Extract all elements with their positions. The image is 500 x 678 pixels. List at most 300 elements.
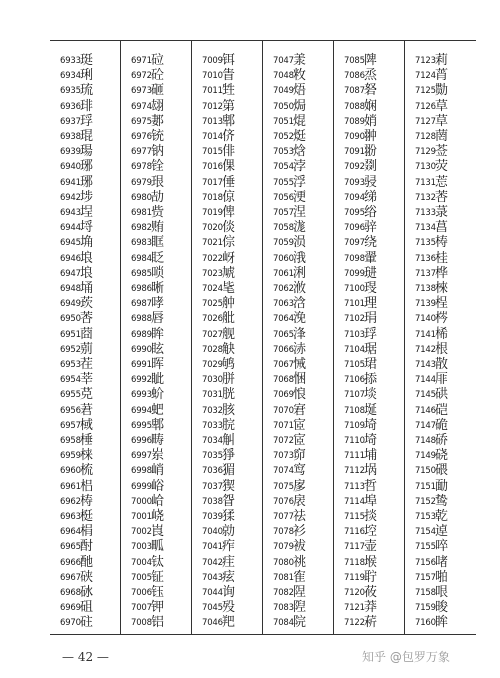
entry-number: 6949 bbox=[60, 299, 81, 310]
entry-character: 桦 bbox=[435, 265, 449, 281]
entry-character: 猱 bbox=[222, 509, 236, 524]
entry-number: 7038 bbox=[202, 496, 223, 507]
entry-character: 晰 bbox=[151, 281, 165, 296]
entry-number: 7086 bbox=[344, 71, 365, 82]
entry-character: 琲 bbox=[80, 98, 94, 114]
entry-character: 掞 bbox=[364, 509, 378, 524]
entry-character: 畖 bbox=[151, 539, 165, 555]
entry-number: 7043 bbox=[202, 572, 223, 583]
entry-character: 梳 bbox=[80, 463, 94, 479]
entry-number: 7099 bbox=[344, 268, 365, 279]
entry-number: 7009 bbox=[202, 56, 223, 66]
entry-number: 7094 bbox=[344, 192, 365, 203]
entry-character: 晙 bbox=[435, 600, 449, 616]
entry-number: 7103 bbox=[344, 329, 365, 340]
entry-character: 第 bbox=[222, 98, 236, 114]
entry-number: 7017 bbox=[202, 177, 223, 188]
entry-character: 敉 bbox=[293, 68, 307, 84]
entry-character: 硊 bbox=[435, 417, 449, 433]
entry-character: 棶 bbox=[435, 281, 449, 296]
entry-number: 7063 bbox=[273, 299, 294, 310]
entry-character: 毞 bbox=[222, 281, 236, 296]
entry-number: 7090 bbox=[344, 132, 365, 142]
entry-character: 眨 bbox=[151, 250, 165, 266]
entry-number: 6989 bbox=[131, 329, 152, 340]
entry-number: 6972 bbox=[131, 71, 152, 82]
entry-number: 7008 bbox=[131, 618, 152, 629]
entry-number: 6937 bbox=[60, 116, 81, 127]
entry-character: 琚 bbox=[364, 341, 378, 357]
entry-character: 陧 bbox=[293, 585, 307, 600]
entry-number: 6977 bbox=[131, 147, 152, 158]
entry-number: 7128 bbox=[415, 132, 436, 142]
entry-number: 7026 bbox=[202, 314, 223, 325]
entry-character: 钾 bbox=[151, 600, 165, 616]
entry-character: 砠 bbox=[80, 600, 94, 616]
entry-number: 6958 bbox=[60, 436, 81, 446]
entry-character: 埪 bbox=[364, 524, 378, 540]
entry-character: 郫 bbox=[222, 113, 236, 129]
entry-number: 7121 bbox=[344, 603, 365, 614]
entry-character: 埠 bbox=[364, 493, 378, 509]
entry-character: 砬 bbox=[151, 53, 165, 68]
entry-character: 晖 bbox=[151, 357, 165, 372]
entry-character: 痄 bbox=[222, 539, 236, 555]
entry-character: 钠 bbox=[151, 144, 165, 160]
entry-character: 浼 bbox=[293, 311, 307, 327]
entry-number: 7106 bbox=[344, 375, 365, 386]
entry-number: 7016 bbox=[202, 162, 223, 173]
entry-number: 7135 bbox=[415, 238, 436, 249]
entry-character: 虓 bbox=[222, 265, 236, 281]
entry-character: 隉 bbox=[293, 600, 307, 616]
entry-character: 荧 bbox=[435, 159, 449, 175]
entry-number: 6940 bbox=[60, 162, 81, 173]
entry-number: 6954 bbox=[60, 375, 81, 386]
entry-character: 珢 bbox=[151, 174, 165, 190]
entry-character: 珽 bbox=[80, 53, 94, 68]
entry-character: 埇 bbox=[80, 281, 94, 296]
entry-character: 浭 bbox=[293, 189, 307, 205]
entry-number: 7067 bbox=[273, 360, 294, 370]
entry-number: 6953 bbox=[60, 360, 81, 370]
entry-number: 7126 bbox=[415, 101, 436, 112]
entry-number: 7131 bbox=[415, 177, 436, 188]
entry-character: 鸲 bbox=[222, 357, 236, 372]
entry-number: 7003 bbox=[131, 542, 152, 553]
entry-number: 6959 bbox=[60, 451, 81, 462]
entry-number: 6935 bbox=[60, 86, 81, 97]
entry-character: 侪 bbox=[222, 129, 236, 144]
entry-character: 硖 bbox=[80, 569, 94, 585]
entry-number: 7040 bbox=[202, 527, 223, 538]
entry-character: 琍 bbox=[80, 68, 94, 84]
entry-character: 菉 bbox=[435, 205, 449, 220]
entry-number: 6950 bbox=[60, 314, 81, 325]
entry-character: 埼 bbox=[364, 417, 378, 433]
entry-number: 7047 bbox=[273, 56, 294, 66]
entry-character: 莔 bbox=[80, 326, 94, 342]
entry-character: 莕 bbox=[80, 311, 94, 327]
entry-character: 涐 bbox=[293, 250, 307, 266]
entry-number: 7006 bbox=[131, 588, 152, 598]
entry-character: 珺 bbox=[364, 357, 378, 372]
entry-character: 莕 bbox=[435, 189, 449, 205]
entry-character: 琨 bbox=[80, 129, 94, 144]
entry-number: 7005 bbox=[131, 572, 152, 583]
entry-character: 钛 bbox=[151, 554, 165, 570]
entry-number: 7119 bbox=[344, 572, 365, 583]
entry-number: 7066 bbox=[273, 344, 294, 355]
table-row bbox=[334, 614, 405, 632]
entry-character: 堠 bbox=[364, 554, 378, 570]
entry-character: 硚 bbox=[435, 433, 449, 448]
entry-number: 7081 bbox=[273, 572, 294, 583]
entry-number: 7058 bbox=[273, 223, 294, 234]
entry-number: 7034 bbox=[202, 436, 223, 446]
table-row bbox=[405, 614, 476, 632]
entry-character: 倧 bbox=[222, 235, 236, 251]
entry-character: 绕 bbox=[364, 235, 378, 251]
entry-number: 6982 bbox=[131, 223, 152, 234]
entry-number: 7056 bbox=[273, 192, 294, 203]
entry-character: 倓 bbox=[222, 220, 236, 236]
entry-number: 6996 bbox=[131, 436, 152, 446]
entry-number: 7079 bbox=[273, 542, 294, 553]
entry-number: 7138 bbox=[415, 284, 436, 294]
entry-number: 7074 bbox=[273, 466, 294, 477]
entry-character: 蚆 bbox=[151, 402, 165, 418]
entry-character: 猰 bbox=[222, 478, 236, 494]
entry-number: 7061 bbox=[273, 268, 294, 279]
entry-character: 倮 bbox=[222, 159, 236, 175]
entry-number: 7048 bbox=[273, 71, 294, 82]
entry-number: 6936 bbox=[60, 101, 81, 112]
entry-number: 7022 bbox=[202, 253, 223, 264]
entry-number: 7113 bbox=[344, 481, 365, 492]
entry-number: 6939 bbox=[60, 147, 81, 158]
entry-character: 翃 bbox=[151, 98, 165, 114]
entry-number: 7096 bbox=[344, 223, 365, 234]
entry-character: 扅 bbox=[293, 478, 307, 494]
entry-character: 哮 bbox=[151, 296, 165, 312]
entry-character: 厞 bbox=[435, 372, 449, 388]
entry-character: 埚 bbox=[364, 463, 378, 479]
entry-number: 7045 bbox=[202, 603, 223, 614]
entry-character: 扆 bbox=[293, 493, 307, 509]
table-column bbox=[334, 40, 405, 634]
entry-number: 7049 bbox=[273, 86, 294, 97]
entry-character: 疰 bbox=[222, 554, 236, 570]
entry-character: 鸷 bbox=[435, 493, 449, 509]
entry-character: 梼 bbox=[80, 493, 94, 509]
entry-number: 7133 bbox=[415, 208, 436, 218]
entry-character: 觖 bbox=[222, 341, 236, 357]
entry-number: 7147 bbox=[415, 420, 436, 431]
entry-character: 宭 bbox=[293, 402, 307, 418]
entry-number: 7114 bbox=[344, 496, 365, 507]
entry-character: 倞 bbox=[222, 189, 236, 205]
entry-character: 殁 bbox=[222, 600, 236, 616]
entry-character: 桂 bbox=[435, 250, 449, 266]
entry-character: 琄 bbox=[364, 311, 378, 327]
entry-character: 袚 bbox=[293, 539, 307, 555]
entry-character: 砸 bbox=[151, 83, 165, 99]
entry-character: 酏 bbox=[80, 554, 94, 570]
entry-character: 浛 bbox=[293, 296, 307, 312]
entry-character: 眸 bbox=[435, 615, 449, 631]
entry-character: 眸 bbox=[151, 326, 165, 342]
entry-character: 埆 bbox=[80, 235, 94, 251]
character-table bbox=[50, 40, 476, 634]
entry-number: 6973 bbox=[131, 86, 152, 97]
entry-character: 骎 bbox=[364, 174, 378, 190]
entry-character: 岽 bbox=[151, 448, 165, 464]
entry-character: 根 bbox=[435, 341, 449, 357]
entry-number: 6991 bbox=[131, 360, 152, 370]
entry-number: 7012 bbox=[202, 101, 223, 112]
entry-character: 舯 bbox=[222, 296, 236, 312]
entry-number: 7134 bbox=[415, 223, 436, 234]
entry-character: 窎 bbox=[293, 463, 307, 479]
table-row bbox=[263, 614, 334, 632]
entry-number: 7072 bbox=[273, 436, 294, 446]
entry-character: 窌 bbox=[293, 448, 307, 464]
entry-number: 7018 bbox=[202, 192, 223, 203]
entry-character: 舰 bbox=[222, 326, 236, 342]
entry-number: 7159 bbox=[415, 603, 436, 614]
entry-number: 7076 bbox=[273, 496, 294, 507]
entry-number: 7122 bbox=[344, 618, 365, 629]
entry-number: 6988 bbox=[131, 314, 152, 325]
entry-character: 猸 bbox=[222, 463, 236, 479]
entry-number: 7157 bbox=[415, 572, 436, 583]
entry-number: 7104 bbox=[344, 344, 365, 355]
entry-number: 6961 bbox=[60, 481, 81, 492]
entry-number: 7051 bbox=[273, 116, 294, 127]
entry-number: 7014 bbox=[202, 132, 223, 142]
entry-number: 7064 bbox=[273, 314, 294, 325]
entry-number: 6992 bbox=[131, 375, 152, 386]
entry-number: 6965 bbox=[60, 542, 81, 553]
entry-number: 7085 bbox=[344, 56, 365, 66]
character-table-page bbox=[50, 40, 476, 634]
entry-number: 7145 bbox=[415, 390, 436, 401]
entry-character: 觓 bbox=[222, 433, 236, 448]
entry-number: 7080 bbox=[273, 557, 294, 568]
entry-character: 赀 bbox=[151, 205, 165, 220]
entry-character: 茬 bbox=[80, 357, 94, 372]
entry-character: 唢 bbox=[151, 265, 165, 281]
entry-number: 6945 bbox=[60, 238, 81, 249]
entry-character: 翬 bbox=[364, 250, 378, 266]
entry-number: 7031 bbox=[202, 390, 223, 401]
entry-character: 琊 bbox=[80, 159, 94, 175]
entry-character: 壶 bbox=[364, 539, 378, 555]
entry-character: 瑒 bbox=[80, 144, 94, 160]
entry-character: 祛 bbox=[293, 509, 307, 524]
entry-number: 6999 bbox=[131, 481, 152, 492]
entry-number: 7143 bbox=[415, 360, 436, 370]
entry-character: 埼 bbox=[364, 433, 378, 448]
entry-number: 6987 bbox=[131, 299, 152, 310]
entry-character: 浝 bbox=[293, 220, 307, 236]
entry-character: 碨 bbox=[435, 463, 449, 479]
entry-number: 7088 bbox=[344, 101, 365, 112]
entry-character: 莌 bbox=[80, 387, 94, 403]
entry-number: 7039 bbox=[202, 512, 223, 522]
entry-number: 7123 bbox=[415, 56, 436, 66]
entry-character: 莘 bbox=[80, 372, 94, 388]
entry-character: 浟 bbox=[293, 281, 307, 296]
entry-number: 7010 bbox=[202, 71, 223, 82]
entry-character: 钰 bbox=[151, 585, 165, 600]
entry-character: 桯 bbox=[435, 296, 449, 312]
entry-character: 铝 bbox=[151, 615, 165, 631]
entry-number: 6944 bbox=[60, 223, 81, 234]
entry-character: 绨 bbox=[364, 189, 378, 205]
entry-number: 7053 bbox=[273, 147, 294, 158]
entry-number: 7059 bbox=[273, 238, 294, 249]
entry-character: 酎 bbox=[80, 539, 94, 555]
entry-number: 6995 bbox=[131, 420, 152, 431]
entry-number: 6981 bbox=[131, 208, 152, 218]
entry-number: 7101 bbox=[344, 299, 365, 310]
entry-number: 7077 bbox=[273, 512, 294, 522]
entry-number: 7078 bbox=[273, 527, 294, 538]
entry-number: 6946 bbox=[60, 253, 81, 264]
entry-number: 7073 bbox=[273, 451, 294, 462]
entry-number: 6934 bbox=[60, 71, 81, 82]
entry-character: 散 bbox=[435, 357, 449, 372]
entry-number: 7025 bbox=[202, 299, 223, 310]
entry-number: 7062 bbox=[273, 284, 294, 294]
entry-character: 聍 bbox=[364, 569, 378, 585]
entry-character: 浮 bbox=[293, 174, 307, 190]
entry-number: 6997 bbox=[131, 451, 152, 462]
entry-character: 梾 bbox=[80, 448, 94, 464]
table-column bbox=[50, 40, 121, 634]
entry-character: 钲 bbox=[151, 569, 165, 585]
entry-number: 7124 bbox=[415, 71, 436, 82]
entry-number: 7109 bbox=[344, 420, 365, 431]
entry-character: 峭 bbox=[151, 463, 165, 479]
entry-character: 莦 bbox=[435, 68, 449, 84]
table-column bbox=[263, 40, 334, 634]
entry-number: 7141 bbox=[415, 329, 436, 340]
entry-number: 6966 bbox=[60, 557, 81, 568]
entry-number: 7136 bbox=[415, 253, 436, 264]
entry-number: 6956 bbox=[60, 405, 81, 416]
entry-character: 胲 bbox=[222, 402, 236, 418]
entry-character: 梠 bbox=[80, 478, 94, 494]
entry-number: 6993 bbox=[131, 390, 152, 401]
entry-character: 埗 bbox=[80, 189, 94, 205]
entry-number: 6980 bbox=[131, 192, 152, 203]
entry-number: 7115 bbox=[344, 512, 365, 522]
entry-number: 7120 bbox=[344, 588, 365, 598]
entry-number: 6947 bbox=[60, 268, 81, 279]
entry-number: 7019 bbox=[202, 208, 223, 218]
entry-number: 7011 bbox=[202, 86, 223, 97]
entry-number: 7132 bbox=[415, 192, 436, 203]
entry-character: 剟 bbox=[364, 159, 378, 175]
entry-number: 7116 bbox=[344, 527, 365, 538]
entry-number: 6974 bbox=[131, 101, 152, 112]
entry-number: 7148 bbox=[415, 436, 436, 446]
entry-character: 菥 bbox=[364, 615, 378, 631]
entry-character: 菵 bbox=[435, 129, 449, 144]
entry-character: 痃 bbox=[222, 569, 236, 585]
table-column bbox=[405, 40, 476, 634]
entry-character: 埏 bbox=[364, 402, 378, 418]
entry-number: 7057 bbox=[273, 208, 294, 218]
entry-character: 理 bbox=[364, 296, 378, 312]
entry-character: 胱 bbox=[222, 387, 236, 403]
entry-number: 6962 bbox=[60, 496, 81, 507]
entry-character: 峣 bbox=[151, 509, 165, 524]
entry-number: 7004 bbox=[131, 557, 152, 568]
entry-character: 浡 bbox=[293, 159, 307, 175]
entry-character: 倕 bbox=[222, 174, 236, 190]
entry-number: 7020 bbox=[202, 223, 223, 234]
entry-character: 硗 bbox=[435, 448, 449, 464]
entry-number: 7044 bbox=[202, 588, 223, 598]
entry-character: 宧 bbox=[293, 433, 307, 448]
entry-character: 琉 bbox=[80, 83, 94, 99]
entry-character: 俳 bbox=[222, 144, 236, 160]
entry-number: 7060 bbox=[273, 253, 294, 264]
entry-number: 7093 bbox=[344, 177, 365, 188]
entry-number: 7110 bbox=[344, 436, 365, 446]
entry-character: 胼 bbox=[222, 372, 236, 388]
entry-number: 7151 bbox=[415, 481, 436, 492]
entry-character: 崀 bbox=[151, 524, 165, 540]
entry-number: 7100 bbox=[344, 284, 365, 294]
entry-number: 6964 bbox=[60, 527, 81, 538]
entry-number: 7125 bbox=[415, 86, 436, 97]
entry-character: 眩 bbox=[151, 341, 165, 357]
entry-character: 琊 bbox=[80, 174, 94, 190]
entry-number: 6952 bbox=[60, 344, 81, 355]
entry-number: 7108 bbox=[344, 405, 365, 416]
entry-character: 铨 bbox=[151, 159, 165, 175]
entry-number: 7097 bbox=[344, 238, 365, 249]
entry-number: 7036 bbox=[202, 466, 223, 477]
entry-number: 6969 bbox=[60, 603, 81, 614]
entry-number: 7030 bbox=[202, 375, 223, 386]
entry-character: 羕 bbox=[293, 53, 307, 68]
entry-number: 7098 bbox=[344, 253, 365, 264]
entry-number: 7028 bbox=[202, 344, 223, 355]
entry-number: 7070 bbox=[273, 405, 294, 416]
entry-number: 6948 bbox=[60, 284, 81, 294]
entry-character: 绤 bbox=[364, 205, 378, 220]
entry-number: 7156 bbox=[415, 557, 436, 568]
entry-number: 7139 bbox=[415, 299, 436, 310]
entry-character: 莉 bbox=[435, 53, 449, 68]
entry-character: 埮 bbox=[364, 387, 378, 403]
entry-character: 莶 bbox=[435, 144, 449, 160]
entry-number: 7117 bbox=[344, 542, 365, 553]
entry-number: 7065 bbox=[273, 329, 294, 340]
entry-number: 7024 bbox=[202, 284, 223, 294]
entry-number: 6985 bbox=[131, 268, 152, 279]
entry-character: 眶 bbox=[151, 235, 165, 251]
entry-character: 琎 bbox=[364, 265, 378, 281]
entry-character: 隺 bbox=[293, 569, 307, 585]
entry-character: 梣 bbox=[435, 311, 449, 327]
